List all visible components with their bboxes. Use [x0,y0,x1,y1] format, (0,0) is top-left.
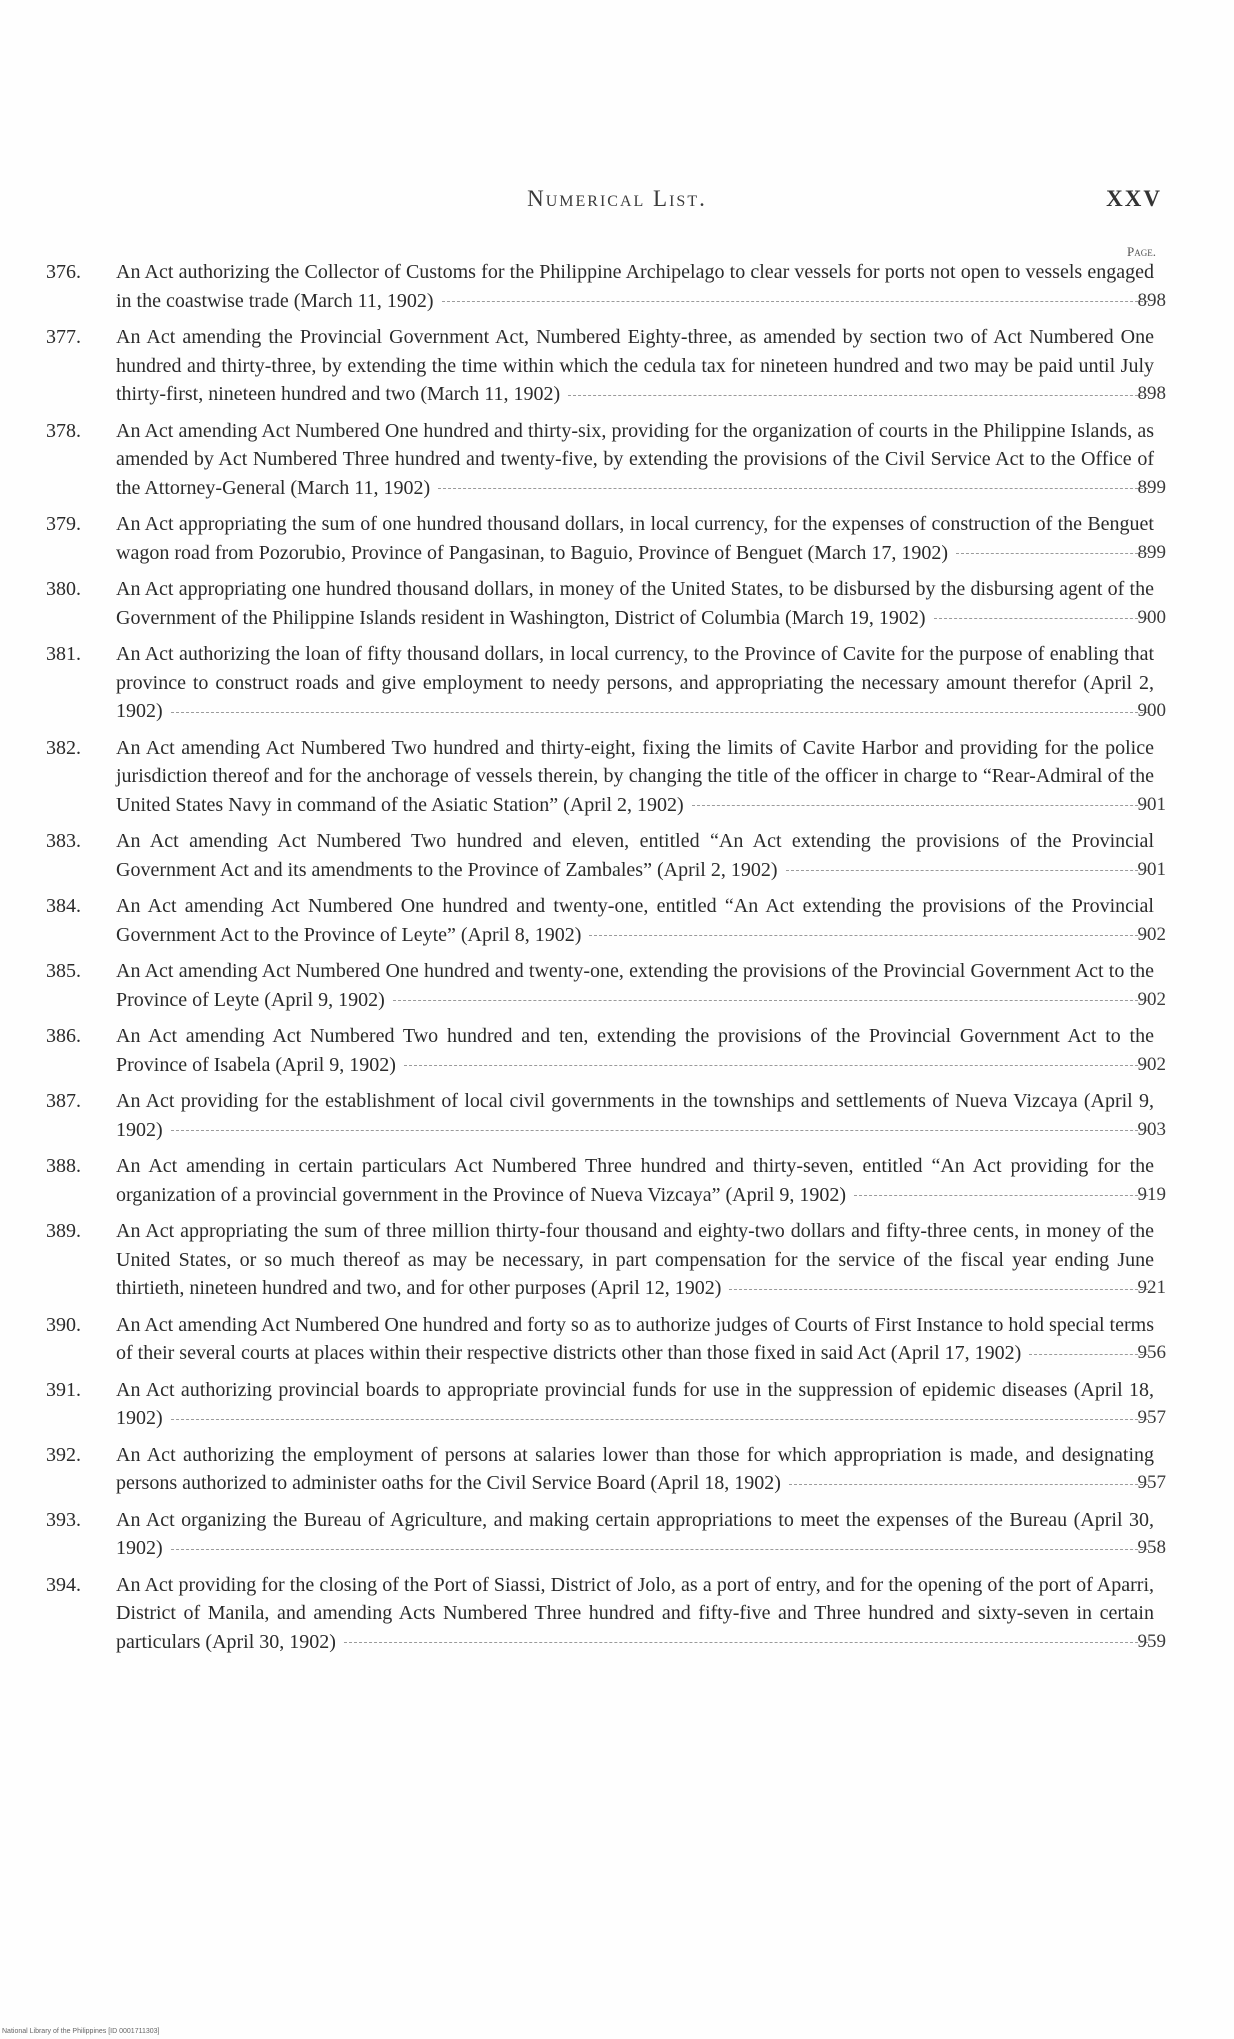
entry-body [116,1152,1154,1209]
entry-body [116,1376,1154,1433]
entry-text: An Act amending Act Numbered Two hundred and ten, extending the provisions of the Provincial Government Act to the Province of Isabela (April 9, 1902) [116,1025,1154,1076]
dot-leader [344,1642,1148,1643]
dot-leader [786,870,1148,871]
entry-body [116,1217,1154,1303]
dot-leader [934,618,1148,619]
entry-number: 379. [46,513,81,535]
entry-text: An Act amending the Provincial Government Act, Numbered Eighty-three, as amended by section two of Act Numbered One hundred and thirty-three, by extending the time within which the cedula tax for nineteen hundred and two may be paid until July thirty-first, nineteen hundred and two (March 11, 1902) [116,326,1154,405]
entry-number: 380. [46,578,81,600]
entry-body [116,323,1154,409]
dot-leader [171,1549,1148,1550]
list-item [46,575,1166,632]
list-item [46,323,1166,409]
list-item [46,1022,1166,1079]
entry-body [116,957,1154,1014]
footer-credit: National Library of the Philippines [ID 0001711303] [2,2028,160,2035]
entry-number: 376. [46,261,81,283]
entry-text: An Act amending Act Numbered One hundred and forty so as to authorize judges of Courts of First Instance to hold special terms of their several courts at places within their respective districts other than those fixed in said Act (April 17, 1902) [116,1313,1154,1364]
entry-body [116,1022,1154,1079]
entry-number: 378. [46,419,81,442]
list-item [46,1152,1166,1209]
entry-body [116,1441,1154,1498]
list-item [46,640,1166,726]
entry-number: 387. [46,1090,81,1112]
entry-body [116,575,1154,632]
entry-body [116,510,1154,567]
list-item [46,1571,1166,1657]
entry-page-ref: 900 [1137,606,1166,628]
dot-leader [1029,1354,1148,1355]
entry-page-ref: 901 [1137,858,1166,880]
entry-body [116,734,1154,820]
entry-page-ref: 900 [1137,700,1166,721]
entry-number: 392. [46,1443,81,1466]
list-item [46,827,1166,884]
entry-text: An Act amending Act Numbered Two hundred and thirty-eight, fixing the limits of Cavite Harbor and providing for the police jurisdiction thereof and for the anchorage of vessels therein, by changing the title of the officer in charge to “Rear-Admiral of the United States Navy in command of the Asiatic Station” (April 2, 1902) [116,736,1154,816]
entry-body [116,417,1154,503]
list-item [46,258,1166,315]
dot-leader [438,488,1148,489]
entry-page-ref: 902 [1137,923,1166,945]
entry-text: An Act amending Act Numbered Two hundred and eleven, entitled “An Act extending the provisions of the Provincial Government Act and its amendments to the Province of Zambales” (April 2, 1902) [116,830,1154,881]
list-item [46,510,1166,567]
running-head [0,186,1234,222]
entry-text: An Act amending Act Numbered One hundred and twenty-one, extending the provisions of the Provincial Government Act to the Province of Leyte (April 9, 1902) [116,960,1154,1011]
dot-leader [442,301,1149,302]
dot-leader [692,805,1148,806]
entry-page-ref: 899 [1137,541,1166,563]
list-item [46,734,1166,820]
entry-text: An Act appropriating the sum of three million thirty-four thousand and eighty-two dollars and fifty-three cents, in money of the United States, or so much thereof as may be necessary, in part compensation for the service of the fiscal year ending June thirtieth, nineteen hundred and two, and for other purposes (April 12, 1902) [116,1220,1154,1299]
entry-text: An Act amending Act Numbered One hundred and thirty-six, providing for the organization of courts in the Philippine Islands, as amended by Act Numbered Three hundred and twenty-five, by extending the provisions of the Civil Service Act to the Office of the Attorney-General (March 11, 1902) [116,419,1154,499]
entry-number: 377. [46,326,81,348]
entry-number: 393. [46,1508,81,1531]
entry-number: 388. [46,1155,81,1177]
entry-number: 390. [46,1313,81,1336]
entry-page-ref: 901 [1137,793,1166,815]
entry-number: 391. [46,1378,81,1401]
dot-leader [729,1289,1148,1290]
entry-page-ref: 958 [1137,1537,1166,1558]
entry-text: An Act authorizing provincial boards to appropriate provincial funds for use in the suppression of epidemic diseases (April 18, 1902) [116,1378,1154,1429]
dot-leader [404,1065,1148,1066]
entry-number: 383. [46,830,81,852]
entry-page-ref: 959 [1137,1630,1166,1652]
list-item [46,1506,1166,1563]
entry-body [116,1506,1154,1563]
entry-page-ref: 921 [1137,1277,1166,1298]
entry-text: An Act providing for the closing of the Port of Siassi, District of Jolo, as a port of entry, and for the opening of the port of Aparri, District of Manila, and amending Acts Numbered Three hundred and fifty-five and Three hundred and sixty-seven in certain particulars (April 30, 1902) [116,1573,1154,1653]
dot-leader [568,395,1148,396]
entry-text: An Act authorizing the employment of persons at salaries lower than those for which appropriation is made, and designating persons authorized to administer oaths for the Civil Service Board (April 18, 1902) [116,1443,1154,1494]
dot-leader [393,1000,1148,1001]
dot-leader [789,1484,1148,1485]
entry-page-ref: 957 [1137,1472,1166,1493]
entry-number: 382. [46,736,81,759]
page-column-label: Page. [1127,244,1156,259]
entry-body [116,892,1154,949]
entry-body [116,640,1154,726]
entry-body [116,1571,1154,1657]
entry-number: 385. [46,960,81,982]
entry-text: An Act providing for the establishment of local civil governments in the townships and settlements of Nueva Vizcaya (April 9, 1902) [116,1090,1154,1141]
entry-text: An Act amending in certain particulars Act Numbered Three hundred and thirty-seven, entitled “An Act providing for the organization of a provincial government in the Province of Nueva Vizcaya” (April 9, 1902) [116,1155,1154,1206]
page-number: XXV [1106,186,1162,211]
dot-leader [589,935,1148,936]
entry-number: 384. [46,895,81,917]
entry-body [116,827,1154,884]
entry-text: An Act appropriating the sum of one hundred thousand dollars, in local currency, for the expenses of construction of the Benguet wagon road from Pozorubio, Province of Pangasinan, to Baguio, Province of Benguet (March 17, 1902) [116,513,1154,564]
entry-text: An Act authorizing the loan of fifty thousand dollars, in local currency, to the Province of Cavite for the purpose of enabling that province to construct roads and give employment to needy persons, and appropriating the necessary amount therefor (April 2, 1902) [116,643,1154,722]
entry-body [116,1087,1154,1144]
entry-number: 394. [46,1573,81,1596]
entry-list [46,258,1166,1664]
entry-text: An Act organizing the Bureau of Agriculture, and making certain appropriations to meet the expenses of the Bureau (April 30, 1902) [116,1508,1154,1559]
entry-page-ref: 898 [1137,289,1166,311]
list-item [46,1217,1166,1303]
list-item [46,1311,1166,1368]
dot-leader [956,553,1148,554]
entry-page-ref: 903 [1137,1118,1166,1140]
entry-page-ref: 899 [1137,476,1166,498]
list-item [46,957,1166,1014]
list-item [46,1087,1166,1144]
entry-number: 386. [46,1025,81,1047]
dot-leader [171,1130,1148,1131]
entry-page-ref: 956 [1137,1342,1166,1363]
entry-body [116,1311,1154,1368]
entry-page-ref: 902 [1137,1053,1166,1075]
entry-text: An Act authorizing the Collector of Customs for the Philippine Archipelago to clear vessels for ports not open to vessels engaged in the coastwise trade (March 11, 1902) [116,261,1154,312]
dot-leader [854,1195,1148,1196]
list-item [46,1441,1166,1498]
entry-page-ref: 957 [1137,1407,1166,1428]
entry-page-ref: 898 [1137,383,1166,404]
entry-number: 389. [46,1220,81,1242]
list-item [46,1376,1166,1433]
entry-text: An Act appropriating one hundred thousand dollars, in money of the United States, to be disbursed by the disbursing agent of the Government of the Philippine Islands resident in Washington, District of Columbia (March 19, 1902) [116,578,1154,629]
entry-page-ref: 902 [1137,988,1166,1010]
dot-leader [171,712,1148,713]
list-item [46,417,1166,503]
entry-body [116,258,1154,315]
dot-leader [171,1419,1148,1420]
list-item [46,892,1166,949]
page-title: Numerical List. [527,186,707,211]
entry-number: 381. [46,643,81,665]
entry-text: An Act amending Act Numbered One hundred and twenty-one, entitled “An Act extending the provisions of the Provincial Government Act to the Province of Leyte” (April 8, 1902) [116,895,1154,946]
entry-page-ref: 919 [1137,1183,1166,1205]
